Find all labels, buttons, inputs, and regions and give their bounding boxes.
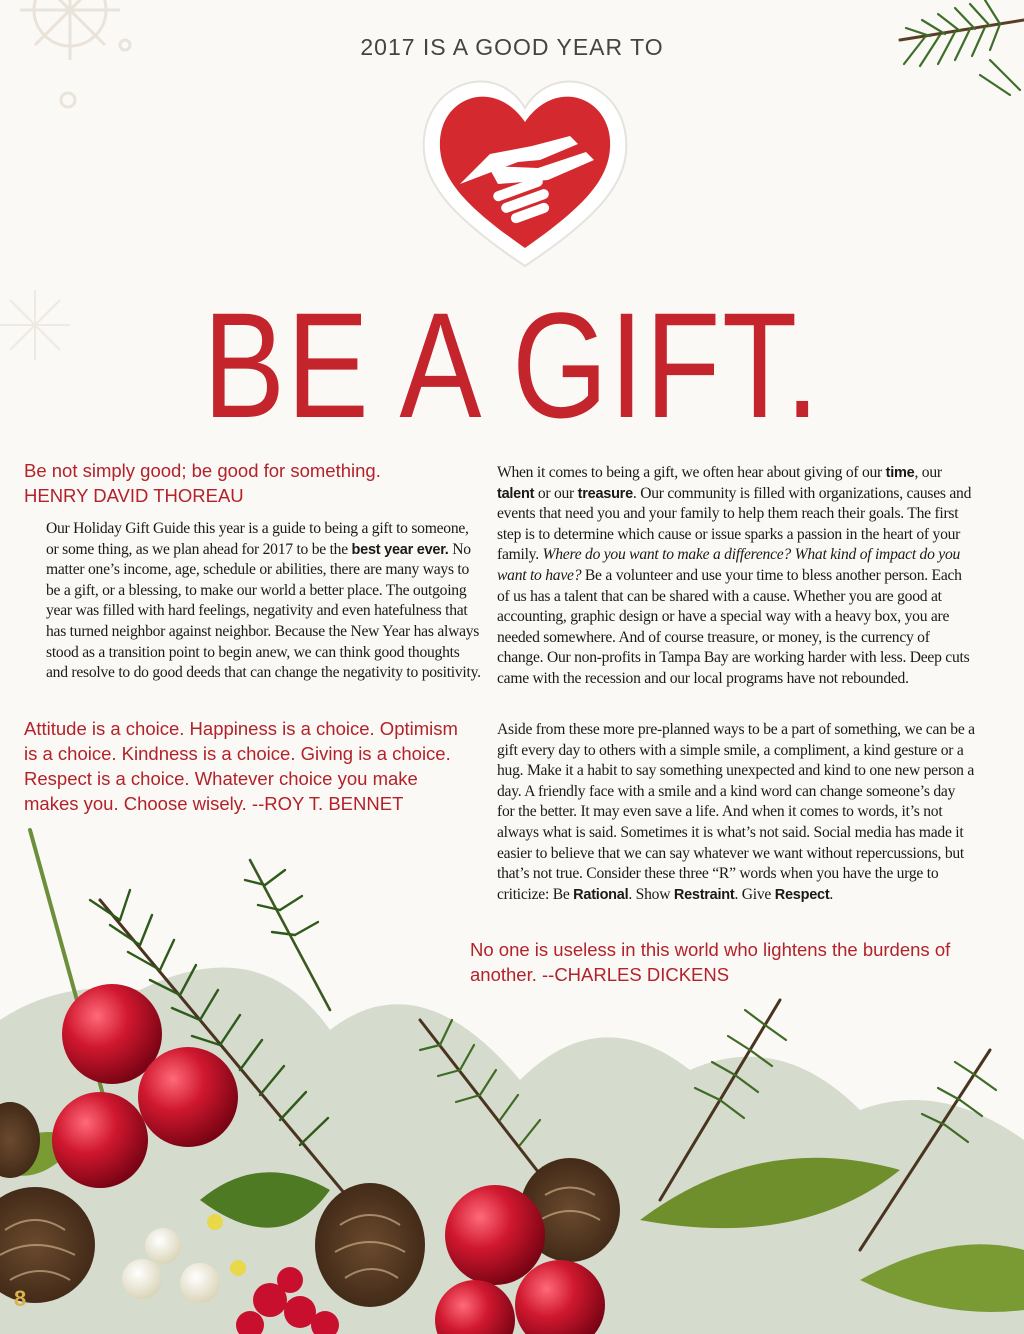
intro-text-a: Our Holiday Gift Guide this year is a guide to being a gift to someone, or some thing, as we plan ahead for 2017 to be the <box>46 520 469 558</box>
text-run: . Our community is filled with organizations, causes and events that need you and your family to help them reach their goals. The first step is to determine which cause or issue sparks a passion in the heart of your family. <box>497 484 972 564</box>
snowflake-icon <box>0 290 70 360</box>
text-run: . Show <box>628 885 674 903</box>
intro-text-b: No matter one’s income, age, schedule or abilities, there are many ways to be a gift, or a blessing, to make our world a better place. The outgoing year was filled with hard feelings, negativity and even hatefulness that has turned neighbor against neighbor. Because the New Year has always stood as a transition point to begin anew, we can think good thoughts and resolve to do good deeds that can change the negativity to positivity. <box>46 540 481 682</box>
treasure-bold: treasure <box>577 485 633 502</box>
quote-line: Respect is a choice. Whatever choice you make <box>24 768 418 789</box>
quote-line: Attitude is a choice. Happiness is a choice. Optimism <box>24 718 458 739</box>
bennet-quote <box>24 716 494 816</box>
text-run: , our <box>914 464 942 481</box>
impact-question-italic: Where do you want to make a difference? What kind of impact do you want to have? <box>497 546 961 584</box>
giving-paragraph <box>497 463 975 690</box>
quote-line: another. --CHARLES DICKENS <box>470 964 730 985</box>
thoreau-quote <box>24 458 464 508</box>
page-title: BE A GIFT. <box>203 281 821 449</box>
talent-bold: talent <box>497 485 535 502</box>
text-run: When it comes to being a gift, we often hear about giving of our <box>497 464 886 481</box>
time-bold: time <box>885 465 915 481</box>
restraint-bold: Restraint <box>673 886 735 903</box>
intro-paragraph <box>46 519 482 684</box>
rational-bold: Rational <box>573 886 629 903</box>
quote-author: HENRY DAVID THOREAU <box>24 485 244 506</box>
text-run: Be a volunteer and use your time to bless another person. Each of us has a talent that can be shared with a cause. Whether you are good at accounting, graphic design or have a special way with a heavy box, you are needed somewhere. And of course treasure, or money, is the currency of change. Our non-profits in Tampa Bay are working harder with less. Deep cuts came with the recession and our local programs have not rebounded. <box>497 566 970 687</box>
respect-bold: Respect <box>774 886 830 903</box>
everyday-gift-paragraph <box>497 720 975 905</box>
quote-line: makes you. Choose wisely. --ROY T. BENNET <box>24 793 404 814</box>
heart-handshake-icon <box>420 76 630 276</box>
text-run: Aside from these more pre-planned ways to be a part of something, we can be a gift every day to others with a simple smile, a compliment, a kind gesture or a hug. Make it a habit to say something unexpected and kind to one new person a day. A friendly face with a smile and a kind word can change someone’s day for the better. It may even save a life. And when it comes to words, it’s not always what is said. Sometimes it is what’s not said. Social media has made it easier to believe that we can say whatever we want without repercussions, but that’s not true. Consider these three “R” words when you have the urge to criticize: Be <box>497 721 975 903</box>
dickens-quote <box>470 937 1010 987</box>
best-year-bold: best year ever. <box>351 541 449 558</box>
quote-line: is a choice. Kindness is a choice. Giving is a choice. <box>24 743 451 764</box>
page-kicker: 2017 IS A GOOD YEAR TO <box>360 34 664 60</box>
quote-text: Be not simply good; be good for something. <box>24 460 381 481</box>
page-number: 8 <box>14 1286 27 1311</box>
text-run: . <box>829 885 834 903</box>
text-run: . Give <box>734 885 775 903</box>
quote-line: No one is useless in this world who lightens the burdens of <box>470 939 951 960</box>
text-run: or our <box>534 484 578 502</box>
